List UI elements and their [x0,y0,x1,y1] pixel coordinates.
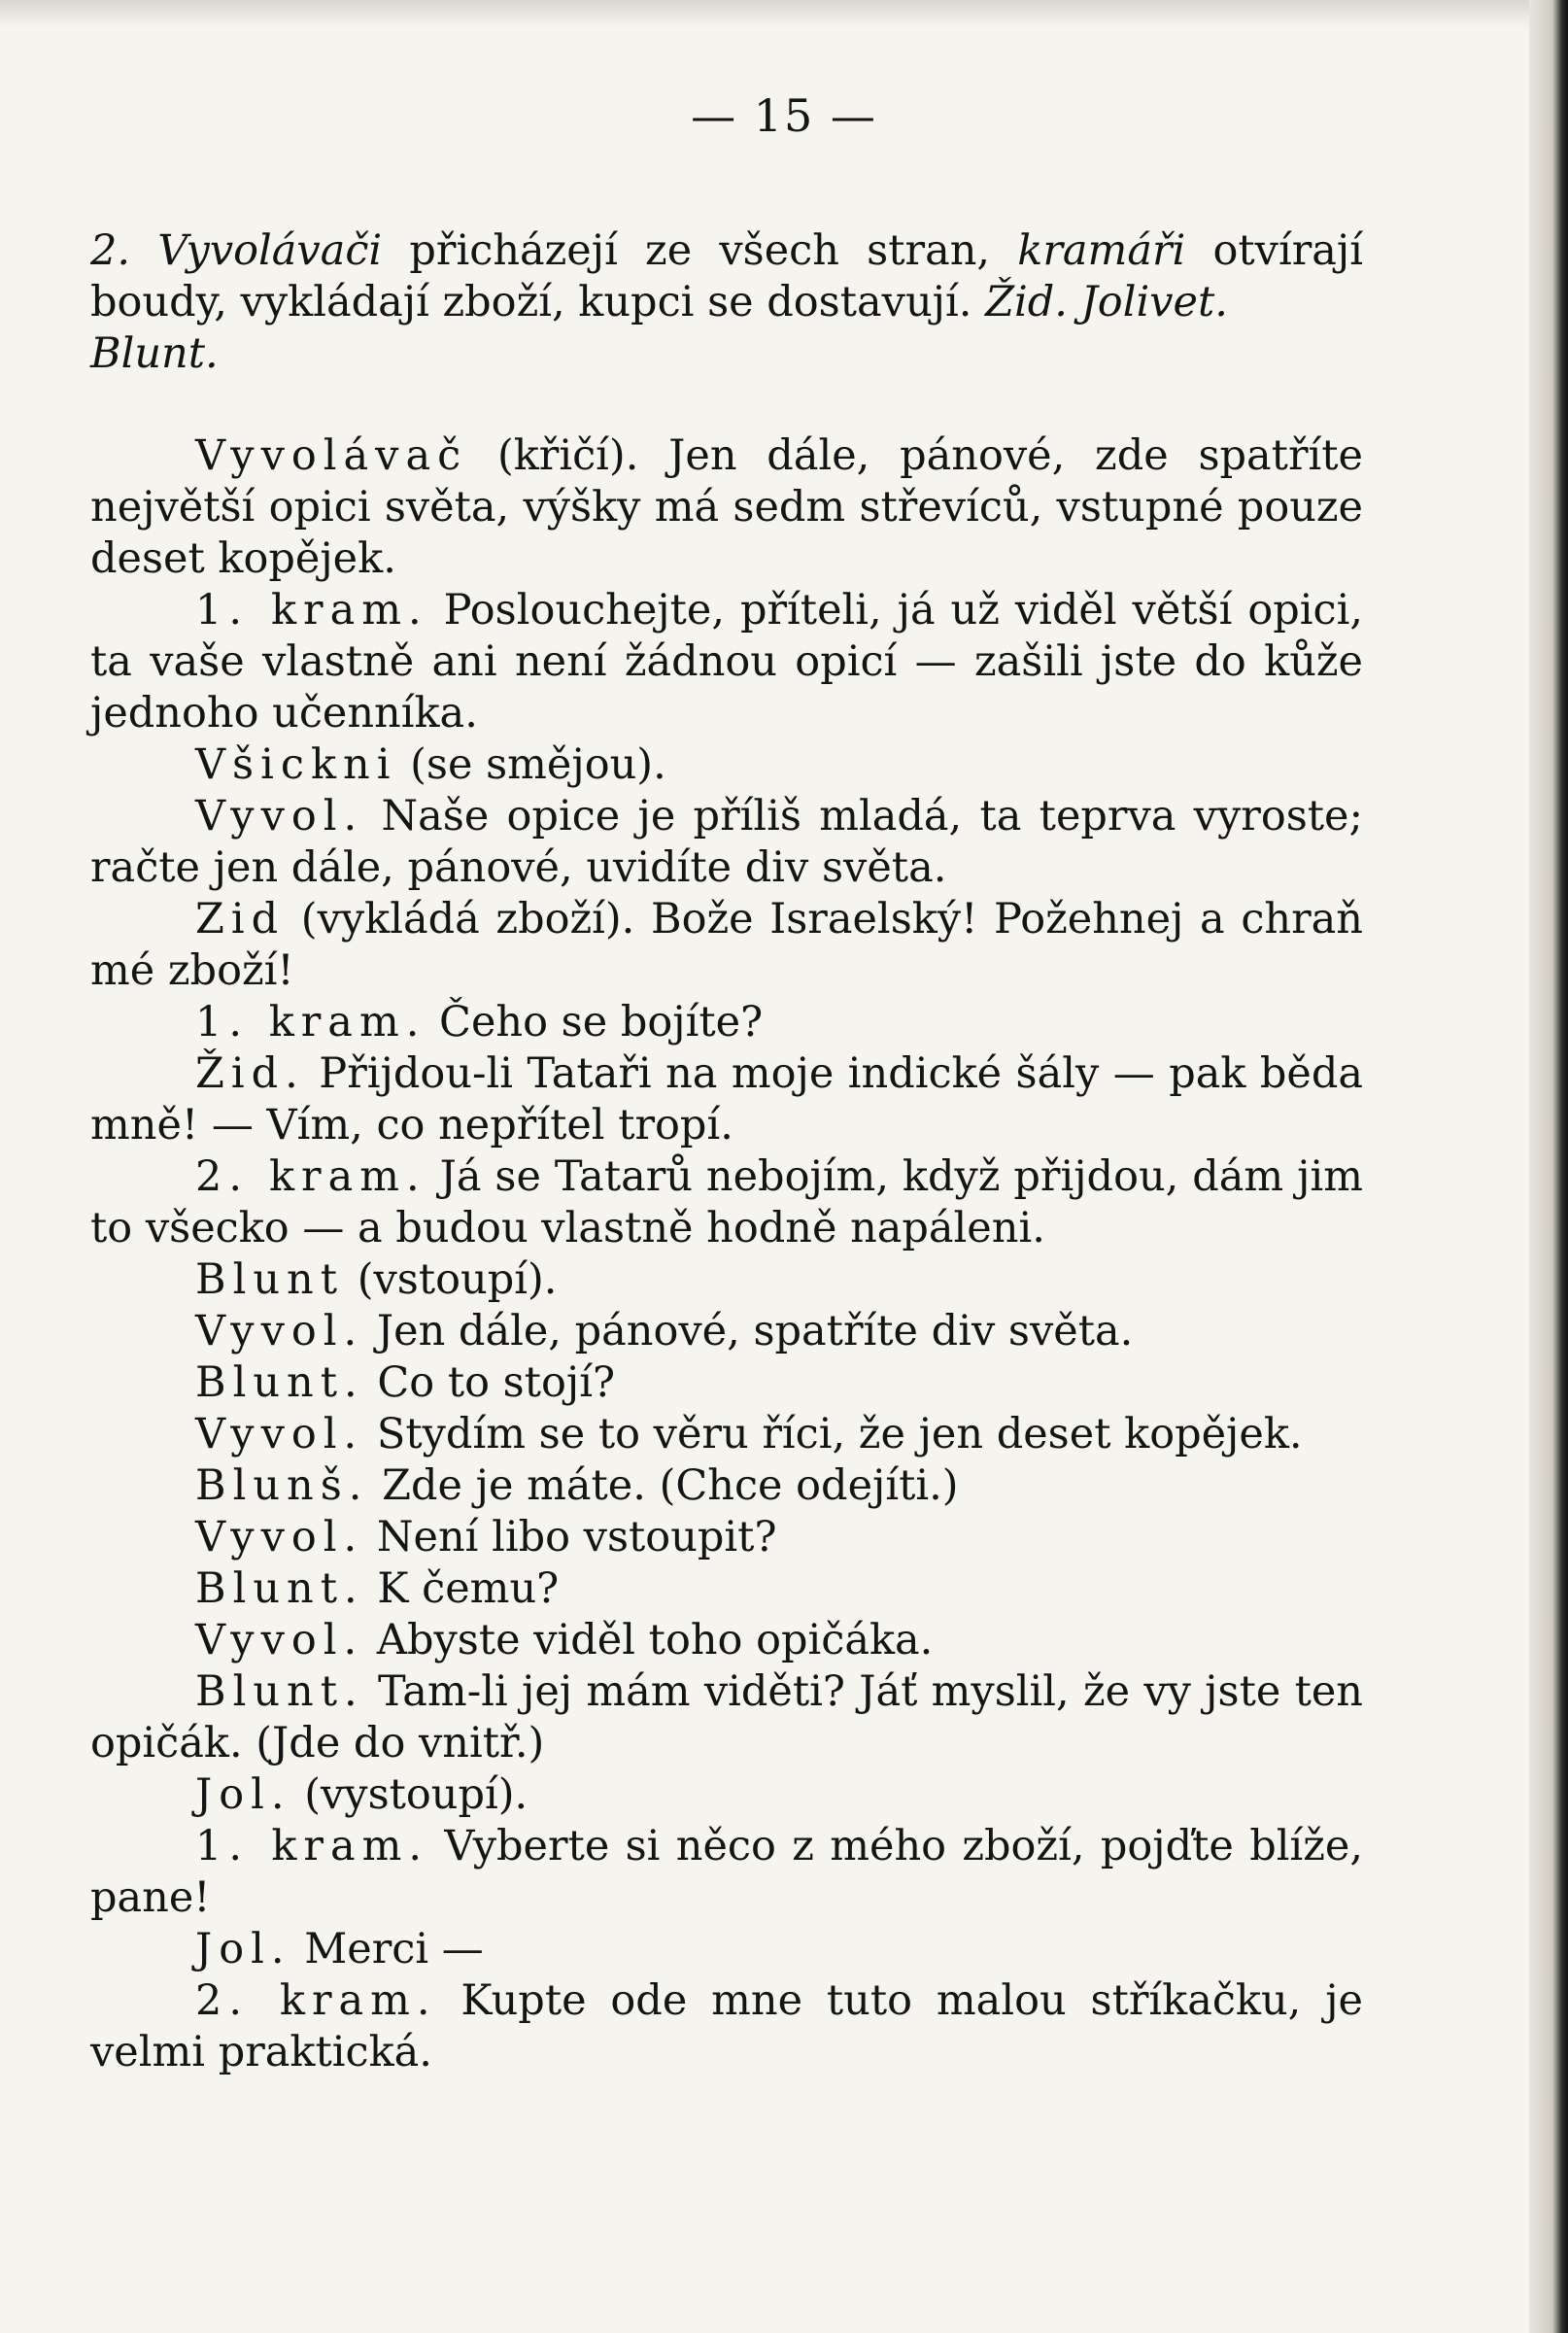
dialogue-text: Naše opice je příliš mladá, ta teprva vyroste; račte jen dále, pánové, uvidíte div světa. [90,792,1363,892]
dialogue-text: (vystoupí). [290,1770,528,1819]
dialogue-text: Není libo vstoupit? [363,1513,777,1561]
dialogue-line [90,1409,1363,1460]
stage-characters: Žid. Jolivet. [985,278,1228,326]
stage-number: 2. [90,226,131,275]
speaker-name: Vyvol. [195,792,364,841]
stage-direction [90,225,1363,380]
speaker-name: Zid [195,895,286,943]
text-block [90,225,1363,2078]
dialogue-text: Zde je máte. (Chce odejíti.) [368,1461,959,1510]
dialogue-line [90,1924,1363,1975]
dialogue-text: Stydím se to věru říci, že jen deset kopějek. [363,1410,1303,1458]
dialogue-text: Poslouchejte, příteli, já už viděl větší opici, ta vaše vlastně ani není žádnou opicí — zašili jste do kůže jednoho učenníka. [90,586,1363,738]
speaker-name: 1. kram. [195,586,428,635]
dialogue-line [90,1615,1363,1666]
dialogue-text: Přijdou-li Tataři na moje indické šály — pak běda mně! — Vím, co nepřítel tropí. [90,1049,1363,1149]
speaker-name: Vyvol. [195,1307,364,1355]
speaker-name: Blunt. [195,1667,364,1716]
speaker-name: 1. kram. [195,1822,429,1870]
dialogue-text: Abyste viděl toho opičáka. [363,1616,934,1664]
dialogue-line [90,1048,1363,1151]
dialogue-line [90,1151,1363,1254]
speaker-name: Vyvol. [195,1410,364,1458]
dialogue-line [90,791,1363,894]
dialogue-line [90,997,1363,1048]
dialogue-line [90,1975,1363,2078]
stage-character-blunt: Blunt. [90,329,219,378]
stage-text-2: otvírají boudy, vykládají zboží, kupci se dostavují. [90,226,1363,326]
dialogue-text: Co to stojí? [363,1358,616,1407]
dialogue-text: Čeho se bojíte? [426,998,764,1046]
dialogue-line [90,1357,1363,1409]
dialogue [90,430,1363,2078]
stage-callers: Vyvolávači [157,226,383,275]
dialogue-line [90,430,1363,585]
speaker-name: Vyvol. [195,1513,364,1561]
dialogue-text: (vykládá zboží). Bože Israelský! Požehnej a chraň mé zboží! [90,895,1363,995]
dialogue-line [90,894,1363,997]
speaker-name: Blunt. [195,1564,364,1613]
speaker-name: Vyvol. [195,1616,364,1664]
speaker-name: Všickni [195,740,397,789]
speaker-name: 1. kram. [195,998,426,1046]
dialogue-line [90,1512,1363,1563]
dialogue-line [90,585,1363,739]
dialogue-line [90,1821,1363,1924]
dialogue-text: Jen dále, pánové, spatříte div světa. [363,1307,1134,1355]
speaker-name: Blunš. [195,1461,369,1510]
dialogue-text: Vyberte si něco z mého zboží, pojďte blíže, pane! [90,1822,1363,1922]
dialogue-line [90,1254,1363,1306]
dialogue-text: Já se Tatarů nebojím, když přijdou, dám jim to všecko — a budou vlastně hodně napáleni. [90,1152,1363,1252]
dialogue-text: K čemu? [363,1564,560,1613]
speaker-name: 2. kram. [195,1976,437,2025]
dialogue-text: (křičí). Jen dále, pánové, zde spatříte největší opici světa, výšky má sedm střevíců, vstupné pouze deset kopějek. [90,431,1363,583]
speaker-name: Žid. [195,1049,305,1098]
dialogue-text: (vstoupí). [344,1255,558,1304]
stage-text-1: přicházejí ze všech stran, [382,226,1018,275]
dialogue-line [90,1306,1363,1357]
dialogue-line [90,1666,1363,1769]
stage-peddlers: kramáři [1017,226,1186,275]
speaker-name: 2. kram. [195,1152,426,1201]
dialogue-text: Kupte ode mne tuto malou stříkačku, je velmi praktická. [90,1976,1363,2076]
dialogue-text: (se smějou). [396,740,666,789]
speaker-name: Jol. [195,1770,291,1819]
dialogue-text: Tam-li jej mám viděti? Jáť myslil, že vy jste ten opičák. (Jde do vnitř.) [90,1667,1363,1767]
dialogue-line [90,1460,1363,1512]
speaker-name: Jol. [195,1925,291,1973]
page-edge-right [1529,0,1568,2333]
page-number: — 15 — [691,89,877,142]
dialogue-text: Merci — [290,1925,484,1973]
speaker-name: Blunt. [195,1358,364,1407]
speaker-name: Blunt [195,1255,345,1304]
page-shadow-top [0,0,1568,27]
dialogue-line [90,1769,1363,1821]
speaker-name: Vyvolávač [195,431,468,480]
dialogue-line [90,739,1363,791]
spacer [90,380,1363,430]
dialogue-line [90,1563,1363,1615]
